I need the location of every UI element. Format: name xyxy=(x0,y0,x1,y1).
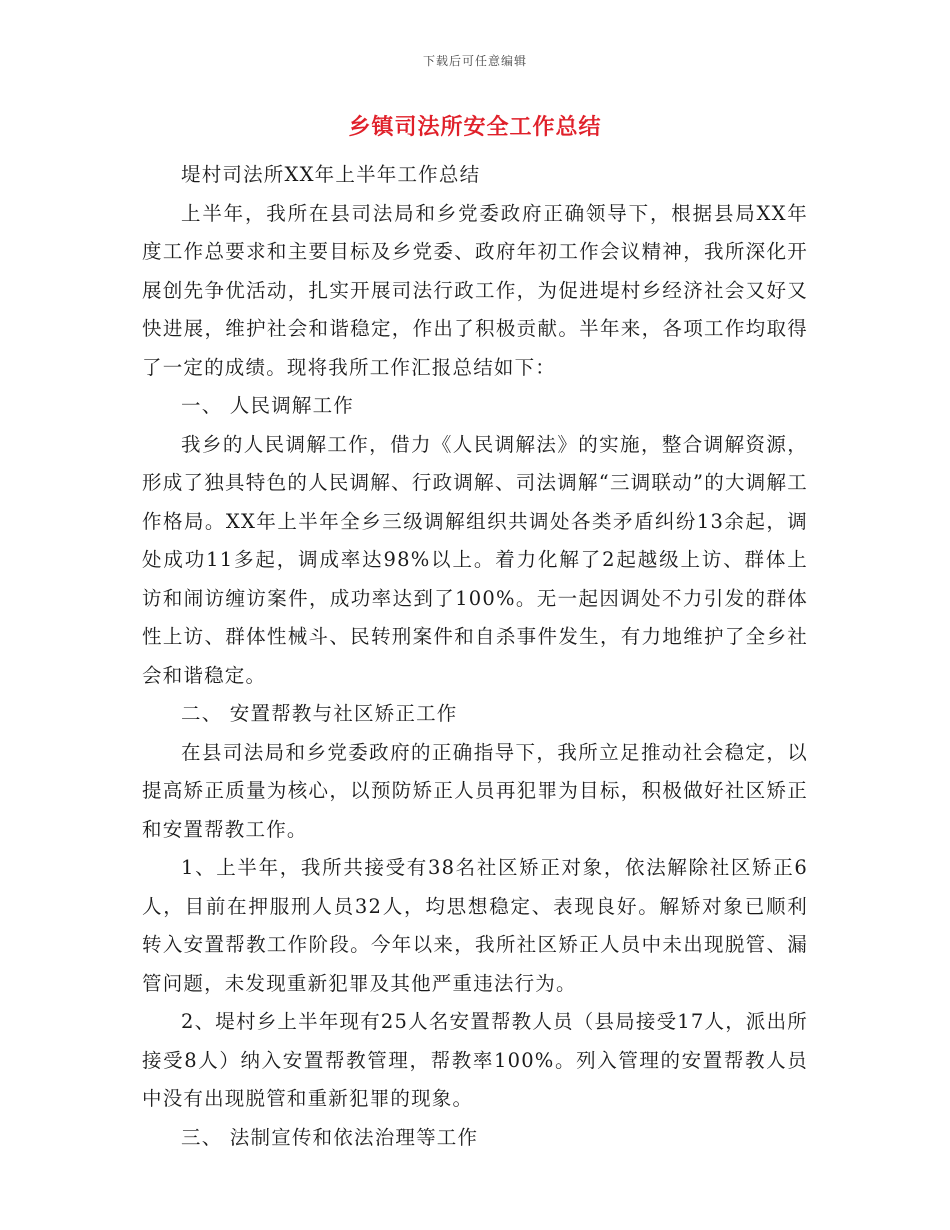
mediation-paragraph: 我乡的人民调解工作，借力《人民调解法》的实施，整合调解资源，形成了独具特色的人民调解、行政调解、司法调解“三调联动”的大调解工作格局。XX年上半年全乡三级调解组织共调处各类矛盾纠纷13余起，调处成功11多起，调成率达98%以上。着力化解了2起越级上访、群体上访和闹访缠访案件，成功率达到了100%。无一起因调处不力引发的群体性上访、群体性械斗、民转刑案件和自杀事件发生，有力地维护了全乡社会和谐稳定。 xyxy=(142,432,808,687)
document-body xyxy=(142,156,808,1157)
subtitle-paragraph: 堤村司法所XX年上半年工作总结 xyxy=(181,163,481,186)
section-heading-3: 三、 法制宣传和依法治理等工作 xyxy=(181,1125,479,1149)
correction-item-1: 1、上半年，我所共接受有38名社区矫正对象，依法解除社区矫正6人，目前在押服刑人员32人，均思想稳定、表现良好。解矫对象已顺利转入安置帮教工作阶段。今年以来，我所社区矫正人员中未出现脱管、漏管问题，未发现重新犯罪及其他严重违法行为。 xyxy=(142,856,808,995)
section-heading-2: 二、 安置帮教与社区矫正工作 xyxy=(181,702,458,725)
intro-paragraph: 上半年，我所在县司法局和乡党委政府正确领导下，根据县局XX年度工作总要求和主要目标及乡党委、政府年初工作会议精神，我所深化开展创先争优活动，扎实开展司法行政工作，为促进堤村乡经济社会又好又快进展，维护社会和谐稳定，作出了积极贡献。半年来，各项工作均取得了一定的成绩。现将我所工作汇报总结如下： xyxy=(142,201,808,379)
header-note: 下载后可任意编辑 xyxy=(422,54,527,68)
correction-intro-paragraph: 在县司法局和乡党委政府的正确指导下，我所立足推动社会稳定，以提高矫正质量为核心，以预防矫正人员再犯罪为目标，积极做好社区矫正和安置帮教工作。 xyxy=(142,740,808,841)
correction-item-2: 2、堤村乡上半年现有25人名安置帮教人员（县局接受17人，派出所接受8人）纳入安置帮教管理，帮教率100%。列入管理的安置帮教人员中没有出现脱管和重新犯罪的现象。 xyxy=(142,1010,808,1110)
document-title: 乡镇司法所安全工作总结 xyxy=(348,115,602,140)
section-heading-1: 一、 人民调解工作 xyxy=(181,394,354,417)
